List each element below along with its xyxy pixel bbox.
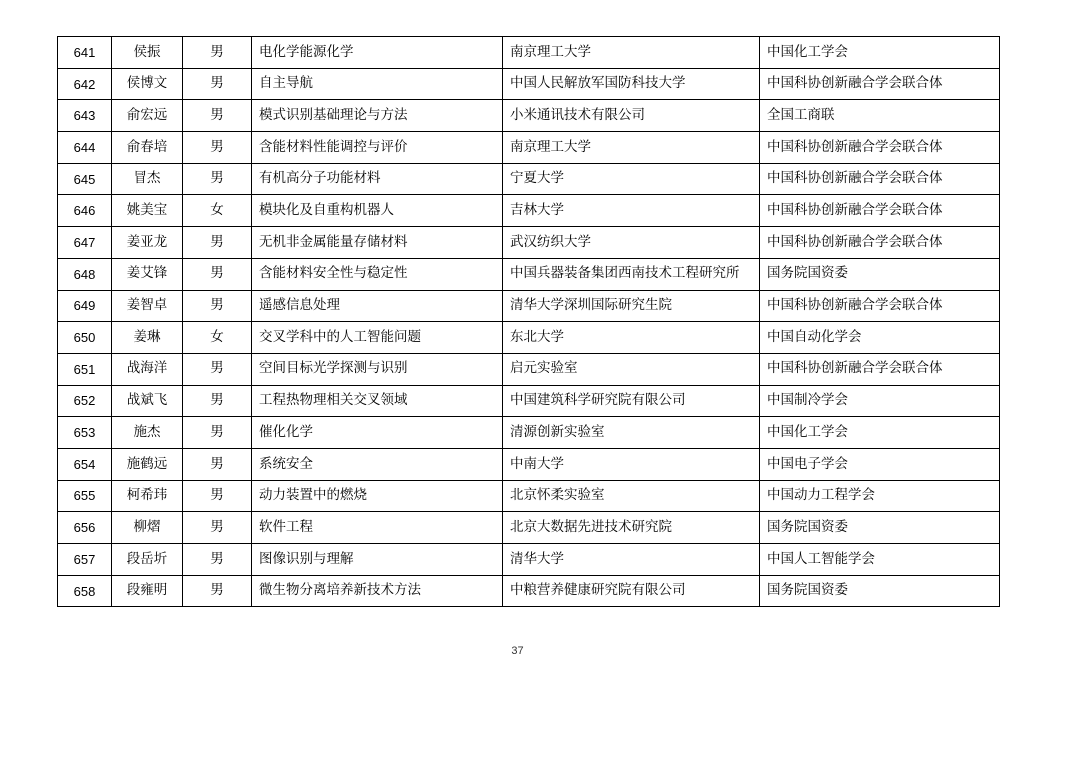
cell-field: 有机高分子功能材料 [252,163,503,195]
cell-number: 641 [58,37,112,69]
cell-name: 侯振 [112,37,183,69]
cell-institution: 武汉纺织大学 [503,227,760,259]
cell-gender: 男 [183,353,252,385]
cell-nominator: 中国科协创新融合学会联合体 [760,68,1000,100]
cell-name: 姜琳 [112,322,183,354]
cell-name: 姚美宝 [112,195,183,227]
cell-gender: 男 [183,480,252,512]
table-row [58,322,1000,354]
cell-name: 俞春培 [112,132,183,164]
table-row [58,544,1000,576]
cell-nominator: 中国自动化学会 [760,322,1000,354]
cell-gender: 男 [183,385,252,417]
table-row [58,163,1000,195]
cell-name: 施鹤远 [112,448,183,480]
cell-institution: 南京理工大学 [503,37,760,69]
cell-field: 工程热物理相关交叉领域 [252,385,503,417]
cell-number: 656 [58,512,112,544]
cell-number: 650 [58,322,112,354]
cell-number: 651 [58,353,112,385]
cell-field: 模式识别基础理论与方法 [252,100,503,132]
table-row [58,258,1000,290]
cell-name: 战海洋 [112,353,183,385]
cell-nominator: 中国制冷学会 [760,385,1000,417]
cell-number: 647 [58,227,112,259]
cell-nominator: 中国人工智能学会 [760,544,1000,576]
cell-field: 催化化学 [252,417,503,449]
cell-nominator: 国务院国资委 [760,575,1000,607]
cell-number: 644 [58,132,112,164]
table-row [58,512,1000,544]
table-row [58,353,1000,385]
table-row [58,290,1000,322]
cell-institution: 清华大学 [503,544,760,576]
cell-number: 657 [58,544,112,576]
cell-number: 653 [58,417,112,449]
cell-field: 无机非金属能量存储材料 [252,227,503,259]
cell-field: 模块化及自重构机器人 [252,195,503,227]
cell-institution: 南京理工大学 [503,132,760,164]
cell-nominator: 中国化工学会 [760,37,1000,69]
cell-name: 柯希玮 [112,480,183,512]
table-row [58,448,1000,480]
cell-name: 段岳圻 [112,544,183,576]
cell-gender: 男 [183,575,252,607]
cell-gender: 女 [183,322,252,354]
cell-institution: 中国人民解放军国防科技大学 [503,68,760,100]
cell-field: 遥感信息处理 [252,290,503,322]
cell-field: 自主导航 [252,68,503,100]
table-row [58,132,1000,164]
table-row [58,575,1000,607]
cell-name: 战斌飞 [112,385,183,417]
cell-institution: 吉林大学 [503,195,760,227]
cell-institution: 东北大学 [503,322,760,354]
candidate-table [57,36,1000,607]
cell-gender: 男 [183,448,252,480]
table-row [58,37,1000,69]
cell-gender: 男 [183,132,252,164]
table-row [58,385,1000,417]
cell-nominator: 中国化工学会 [760,417,1000,449]
cell-institution: 中南大学 [503,448,760,480]
cell-field: 电化学能源化学 [252,37,503,69]
cell-number: 646 [58,195,112,227]
cell-nominator: 国务院国资委 [760,512,1000,544]
cell-gender: 男 [183,258,252,290]
cell-nominator: 中国电子学会 [760,448,1000,480]
cell-nominator: 全国工商联 [760,100,1000,132]
cell-gender: 男 [183,37,252,69]
cell-nominator: 中国科协创新融合学会联合体 [760,132,1000,164]
cell-nominator: 国务院国资委 [760,258,1000,290]
cell-gender: 男 [183,512,252,544]
cell-field: 图像识别与理解 [252,544,503,576]
cell-nominator: 中国动力工程学会 [760,480,1000,512]
cell-field: 含能材料安全性与稳定性 [252,258,503,290]
table-row [58,195,1000,227]
cell-field: 交叉学科中的人工智能问题 [252,322,503,354]
cell-field: 空间目标光学探测与识别 [252,353,503,385]
cell-nominator: 中国科协创新融合学会联合体 [760,290,1000,322]
cell-institution: 北京怀柔实验室 [503,480,760,512]
cell-institution: 启元实验室 [503,353,760,385]
cell-gender: 男 [183,68,252,100]
cell-institution: 中国建筑科学研究院有限公司 [503,385,760,417]
cell-name: 柳熠 [112,512,183,544]
cell-name: 姜智卓 [112,290,183,322]
cell-number: 655 [58,480,112,512]
cell-nominator: 中国科协创新融合学会联合体 [760,195,1000,227]
page-number: 37 [511,645,524,657]
cell-number: 652 [58,385,112,417]
cell-nominator: 中国科协创新融合学会联合体 [760,227,1000,259]
cell-number: 645 [58,163,112,195]
cell-gender: 女 [183,195,252,227]
table-row [58,100,1000,132]
cell-number: 658 [58,575,112,607]
table-row [58,417,1000,449]
cell-number: 648 [58,258,112,290]
cell-field: 微生物分离培养新技术方法 [252,575,503,607]
cell-institution: 清华大学深圳国际研究生院 [503,290,760,322]
cell-gender: 男 [183,417,252,449]
table-row [58,227,1000,259]
cell-number: 643 [58,100,112,132]
cell-name: 俞宏远 [112,100,183,132]
cell-number: 649 [58,290,112,322]
cell-name: 冒杰 [112,163,183,195]
cell-gender: 男 [183,227,252,259]
cell-gender: 男 [183,100,252,132]
cell-name: 侯博文 [112,68,183,100]
table-row [58,68,1000,100]
cell-institution: 中粮营养健康研究院有限公司 [503,575,760,607]
cell-gender: 男 [183,544,252,576]
cell-number: 642 [58,68,112,100]
cell-name: 姜亚龙 [112,227,183,259]
cell-field: 软件工程 [252,512,503,544]
cell-field: 系统安全 [252,448,503,480]
cell-institution: 清源创新实验室 [503,417,760,449]
cell-nominator: 中国科协创新融合学会联合体 [760,353,1000,385]
cell-field: 动力装置中的燃烧 [252,480,503,512]
cell-name: 施杰 [112,417,183,449]
cell-institution: 北京大数据先进技术研究院 [503,512,760,544]
cell-gender: 男 [183,290,252,322]
cell-gender: 男 [183,163,252,195]
cell-institution: 小米通讯技术有限公司 [503,100,760,132]
cell-number: 654 [58,448,112,480]
table-body [58,37,1000,607]
cell-field: 含能材料性能调控与评价 [252,132,503,164]
cell-institution: 宁夏大学 [503,163,760,195]
cell-name: 段雍明 [112,575,183,607]
table-row [58,480,1000,512]
cell-institution: 中国兵器装备集团西南技术工程研究所 [503,258,760,290]
cell-name: 姜艾锋 [112,258,183,290]
cell-nominator: 中国科协创新融合学会联合体 [760,163,1000,195]
